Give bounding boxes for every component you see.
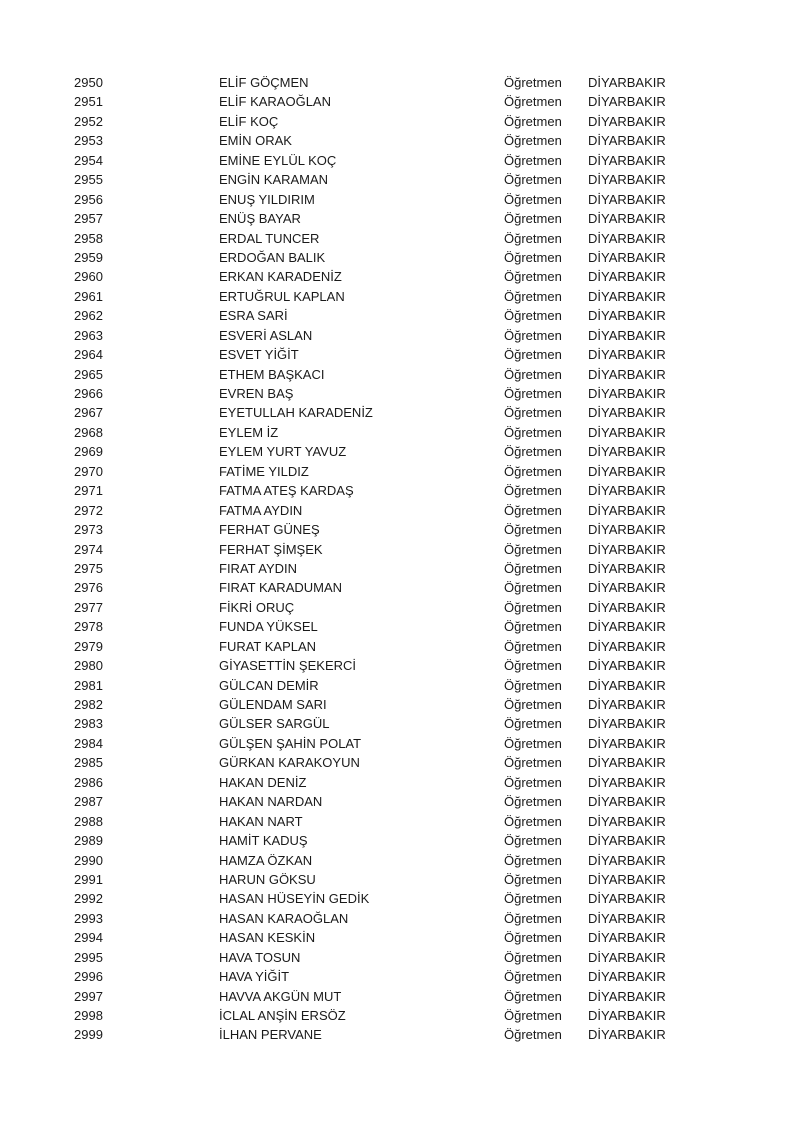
city: DİYARBAKIR (588, 522, 666, 538)
table-row (0, 928, 800, 947)
person-name: FERHAT GÜNEŞ (219, 522, 320, 538)
occupation: Öğretmen (504, 424, 562, 440)
city: DİYARBAKIR (588, 230, 666, 246)
occupation: Öğretmen (504, 288, 562, 304)
table-row (0, 734, 800, 753)
person-name: HAVVA AKGÜN MUT (219, 988, 342, 1004)
row-number: 2951 (74, 94, 103, 110)
person-name: FERHAT ŞİMŞEK (219, 541, 323, 557)
row-number: 2977 (74, 599, 103, 615)
row-number: 2988 (74, 813, 103, 829)
city: DİYARBAKIR (588, 463, 666, 479)
person-name: ELİF KARAOĞLAN (219, 94, 331, 110)
occupation: Öğretmen (504, 910, 562, 926)
occupation: Öğretmen (504, 113, 562, 129)
person-name: İCLAL ANŞİN ERSÖZ (219, 1008, 346, 1023)
city: DİYARBAKIR (588, 560, 666, 576)
city: DİYARBAKIR (588, 347, 666, 363)
city: DİYARBAKIR (588, 366, 666, 382)
person-name: ELİF GÖÇMEN (219, 75, 309, 90)
city: DİYARBAKIR (588, 949, 666, 965)
occupation: Öğretmen (504, 833, 562, 849)
table-row (0, 306, 800, 325)
table-row (0, 598, 800, 617)
table-row (0, 92, 800, 111)
city: DİYARBAKIR (588, 988, 666, 1004)
person-name: ESRA SARİ (219, 308, 288, 324)
row-number: 2979 (74, 638, 103, 654)
person-name: FUNDA YÜKSEL (219, 619, 318, 635)
row-number: 2994 (74, 930, 103, 946)
row-number: 2975 (74, 560, 103, 576)
table-row (0, 462, 800, 481)
person-name: GÜLŞEN ŞAHİN POLAT (219, 735, 362, 751)
city: DİYARBAKIR (588, 774, 666, 790)
person-name: ERTUĞRUL KAPLAN (219, 288, 345, 304)
occupation: Öğretmen (504, 891, 562, 907)
row-number: 2966 (74, 386, 103, 401)
occupation: Öğretmen (504, 347, 562, 363)
occupation: Öğretmen (504, 813, 562, 829)
table-row (0, 909, 800, 928)
city: DİYARBAKIR (588, 871, 666, 887)
city: DİYARBAKIR (588, 424, 666, 440)
person-name: HAKAN DENİZ (219, 774, 307, 790)
occupation: Öğretmen (504, 522, 562, 538)
person-name: ERDOĞAN BALIK (219, 249, 326, 265)
table-row (0, 948, 800, 967)
row-number: 2955 (74, 172, 103, 188)
row-number: 2953 (74, 133, 103, 149)
table-row (0, 617, 800, 636)
table-row (0, 851, 800, 870)
city: DİYARBAKIR (588, 969, 666, 985)
table-row (0, 987, 800, 1006)
person-name: FIRAT KARADUMAN (219, 580, 343, 596)
row-number: 2956 (74, 191, 103, 207)
occupation: Öğretmen (504, 308, 562, 324)
city: DİYARBAKIR (588, 1027, 666, 1043)
city: DİYARBAKIR (588, 658, 666, 674)
row-number: 2985 (74, 755, 103, 771)
person-name: HAKAN NARDAN (219, 794, 323, 810)
row-number: 2976 (74, 580, 103, 596)
city: DİYARBAKIR (588, 697, 666, 712)
person-name: EMİN ORAK (219, 133, 292, 149)
occupation: Öğretmen (504, 716, 562, 732)
table-row (0, 287, 800, 306)
table-row (0, 1006, 800, 1025)
occupation: Öğretmen (504, 969, 562, 985)
city: DİYARBAKIR (588, 833, 666, 849)
row-number: 2974 (74, 541, 103, 557)
table-row (0, 656, 800, 675)
table-row (0, 870, 800, 889)
table-row (0, 73, 800, 92)
occupation: Öğretmen (504, 949, 562, 965)
occupation: Öğretmen (504, 211, 562, 227)
city: DİYARBAKIR (588, 716, 666, 732)
table-row (0, 1025, 800, 1044)
occupation: Öğretmen (504, 930, 562, 946)
person-name: EYLEM YURT YAVUZ (219, 444, 347, 460)
city: DİYARBAKIR (588, 852, 666, 868)
person-name: GÜLENDAM SARI (219, 697, 327, 712)
person-name: HAMİT KADUŞ (219, 833, 308, 849)
occupation: Öğretmen (504, 75, 562, 90)
table-row (0, 190, 800, 209)
occupation: Öğretmen (504, 327, 562, 343)
city: DİYARBAKIR (588, 94, 666, 110)
city: DİYARBAKIR (588, 405, 666, 421)
person-name: ENGİN KARAMAN (219, 172, 329, 188)
city: DİYARBAKIR (588, 735, 666, 751)
table-row (0, 229, 800, 248)
table-row (0, 967, 800, 986)
person-name: FATİME YILDIZ (219, 463, 309, 479)
person-name: FURAT KAPLAN (219, 638, 317, 654)
occupation: Öğretmen (504, 269, 562, 285)
city: DİYARBAKIR (588, 891, 666, 907)
row-number: 2969 (74, 444, 103, 460)
table-row (0, 714, 800, 733)
occupation: Öğretmen (504, 599, 562, 615)
teacher-list-table (0, 73, 800, 1045)
row-number: 2965 (74, 366, 103, 382)
table-row (0, 403, 800, 422)
occupation: Öğretmen (504, 774, 562, 790)
table-row (0, 345, 800, 364)
occupation: Öğretmen (504, 152, 562, 168)
city: DİYARBAKIR (588, 211, 666, 227)
row-number: 2984 (74, 735, 103, 751)
person-name: EMİNE EYLÜL KOÇ (219, 152, 337, 168)
city: DİYARBAKIR (588, 502, 666, 518)
city: DİYARBAKIR (588, 541, 666, 557)
row-number: 2995 (74, 949, 103, 965)
occupation: Öğretmen (504, 560, 562, 576)
person-name: HASAN HÜSEYİN GEDİK (219, 891, 370, 907)
person-name: FATMA AYDIN (219, 502, 303, 518)
table-row (0, 209, 800, 228)
city: DİYARBAKIR (588, 269, 666, 285)
person-name: EYETULLAH KARADENİZ (219, 405, 373, 421)
occupation: Öğretmen (504, 1027, 562, 1043)
row-number: 2952 (74, 113, 103, 129)
person-name: HAKAN NART (219, 813, 303, 829)
occupation: Öğretmen (504, 677, 562, 693)
table-row (0, 773, 800, 792)
city: DİYARBAKIR (588, 1008, 666, 1023)
occupation: Öğretmen (504, 755, 562, 771)
table-row (0, 753, 800, 772)
row-number: 2967 (74, 405, 103, 421)
person-name: HAVA YİĞİT (219, 969, 290, 985)
occupation: Öğretmen (504, 191, 562, 207)
occupation: Öğretmen (504, 852, 562, 868)
occupation: Öğretmen (504, 502, 562, 518)
table-row (0, 501, 800, 520)
person-name: FİKRİ ORUÇ (219, 599, 295, 615)
city: DİYARBAKIR (588, 191, 666, 207)
row-number: 2968 (74, 424, 103, 440)
occupation: Öğretmen (504, 366, 562, 382)
person-name: HAVA TOSUN (219, 949, 301, 965)
occupation: Öğretmen (504, 1008, 562, 1023)
row-number: 2992 (74, 891, 103, 907)
row-number: 2963 (74, 327, 103, 343)
occupation: Öğretmen (504, 230, 562, 246)
city: DİYARBAKIR (588, 386, 666, 401)
person-name: GÜRKAN KARAKOYUN (219, 755, 360, 771)
city: DİYARBAKIR (588, 327, 666, 343)
person-name: ENUŞ YILDIRIM (219, 191, 315, 207)
city: DİYARBAKIR (588, 152, 666, 168)
city: DİYARBAKIR (588, 677, 666, 693)
row-number: 2960 (74, 269, 103, 285)
occupation: Öğretmen (504, 386, 562, 401)
row-number: 2964 (74, 347, 103, 363)
row-number: 2993 (74, 910, 103, 926)
person-name: EYLEM İZ (219, 424, 279, 440)
occupation: Öğretmen (504, 444, 562, 460)
row-number: 2962 (74, 308, 103, 324)
row-number: 2986 (74, 774, 103, 790)
row-number: 2990 (74, 852, 103, 868)
person-name: ESVET YİĞİT (219, 347, 299, 363)
row-number: 2958 (74, 230, 103, 246)
table-row (0, 559, 800, 578)
occupation: Öğretmen (504, 580, 562, 596)
table-row (0, 248, 800, 267)
city: DİYARBAKIR (588, 133, 666, 149)
table-row (0, 170, 800, 189)
city: DİYARBAKIR (588, 444, 666, 460)
row-number: 2972 (74, 502, 103, 518)
table-row (0, 676, 800, 695)
person-name: HASAN KARAOĞLAN (219, 910, 349, 926)
occupation: Öğretmen (504, 871, 562, 887)
city: DİYARBAKIR (588, 755, 666, 771)
city: DİYARBAKIR (588, 288, 666, 304)
occupation: Öğretmen (504, 658, 562, 674)
row-number: 2961 (74, 288, 103, 304)
person-name: FIRAT AYDIN (219, 560, 298, 576)
person-name: GİYASETTİN ŞEKERCİ (219, 658, 357, 674)
city: DİYARBAKIR (588, 308, 666, 324)
person-name: İLHAN PERVANE (219, 1027, 322, 1043)
table-row (0, 812, 800, 831)
row-number: 2983 (74, 716, 103, 732)
occupation: Öğretmen (504, 619, 562, 635)
row-number: 2998 (74, 1008, 103, 1023)
person-name: ETHEM BAŞKACI (219, 366, 325, 382)
table-row (0, 520, 800, 539)
table-row (0, 540, 800, 559)
city: DİYARBAKIR (588, 930, 666, 946)
row-number: 2957 (74, 211, 103, 227)
row-number: 2997 (74, 988, 103, 1004)
city: DİYARBAKIR (588, 599, 666, 615)
row-number: 2971 (74, 483, 103, 499)
occupation: Öğretmen (504, 794, 562, 810)
occupation: Öğretmen (504, 133, 562, 149)
person-name: HARUN GÖKSU (219, 871, 316, 887)
occupation: Öğretmen (504, 463, 562, 479)
person-name: GÜLCAN DEMİR (219, 677, 319, 693)
row-number: 2982 (74, 697, 103, 712)
occupation: Öğretmen (504, 405, 562, 421)
person-name: HAMZA ÖZKAN (219, 852, 313, 868)
row-number: 2959 (74, 249, 103, 265)
occupation: Öğretmen (504, 172, 562, 188)
city: DİYARBAKIR (588, 910, 666, 926)
table-row (0, 831, 800, 850)
row-number: 2954 (74, 152, 103, 168)
city: DİYARBAKIR (588, 619, 666, 635)
table-row (0, 365, 800, 384)
table-row (0, 481, 800, 500)
table-row (0, 442, 800, 461)
person-name: FATMA ATEŞ KARDAŞ (219, 483, 354, 499)
table-row (0, 112, 800, 131)
row-number: 2999 (74, 1027, 103, 1043)
person-name: ERKAN KARADENİZ (219, 269, 342, 285)
table-row (0, 792, 800, 811)
table-row (0, 637, 800, 656)
table-row (0, 384, 800, 403)
row-number: 2970 (74, 463, 103, 479)
city: DİYARBAKIR (588, 172, 666, 188)
table-row (0, 423, 800, 442)
person-name: EVREN BAŞ (219, 386, 294, 401)
city: DİYARBAKIR (588, 113, 666, 129)
row-number: 2980 (74, 658, 103, 674)
row-number: 2987 (74, 794, 103, 810)
city: DİYARBAKIR (588, 75, 666, 90)
occupation: Öğretmen (504, 249, 562, 265)
city: DİYARBAKIR (588, 483, 666, 499)
occupation: Öğretmen (504, 94, 562, 110)
city: DİYARBAKIR (588, 580, 666, 596)
row-number: 2981 (74, 677, 103, 693)
occupation: Öğretmen (504, 988, 562, 1004)
city: DİYARBAKIR (588, 813, 666, 829)
occupation: Öğretmen (504, 697, 562, 712)
row-number: 2991 (74, 871, 103, 887)
table-row (0, 326, 800, 345)
occupation: Öğretmen (504, 483, 562, 499)
person-name: GÜLSER SARGÜL (219, 716, 330, 732)
occupation: Öğretmen (504, 735, 562, 751)
table-row (0, 131, 800, 150)
row-number: 2989 (74, 833, 103, 849)
table-row (0, 151, 800, 170)
table-row (0, 889, 800, 908)
table-row (0, 267, 800, 286)
person-name: ENÜŞ BAYAR (219, 211, 301, 227)
city: DİYARBAKIR (588, 249, 666, 265)
person-name: ESVERİ ASLAN (219, 327, 313, 343)
occupation: Öğretmen (504, 638, 562, 654)
person-name: HASAN KESKİN (219, 930, 316, 946)
occupation: Öğretmen (504, 541, 562, 557)
city: DİYARBAKIR (588, 794, 666, 810)
row-number: 2973 (74, 522, 103, 538)
row-number: 2950 (74, 75, 103, 90)
person-name: ERDAL TUNCER (219, 230, 320, 246)
table-row (0, 695, 800, 714)
row-number: 2996 (74, 969, 103, 985)
city: DİYARBAKIR (588, 638, 666, 654)
row-number: 2978 (74, 619, 103, 635)
person-name: ELİF KOÇ (219, 113, 279, 129)
table-row (0, 578, 800, 597)
